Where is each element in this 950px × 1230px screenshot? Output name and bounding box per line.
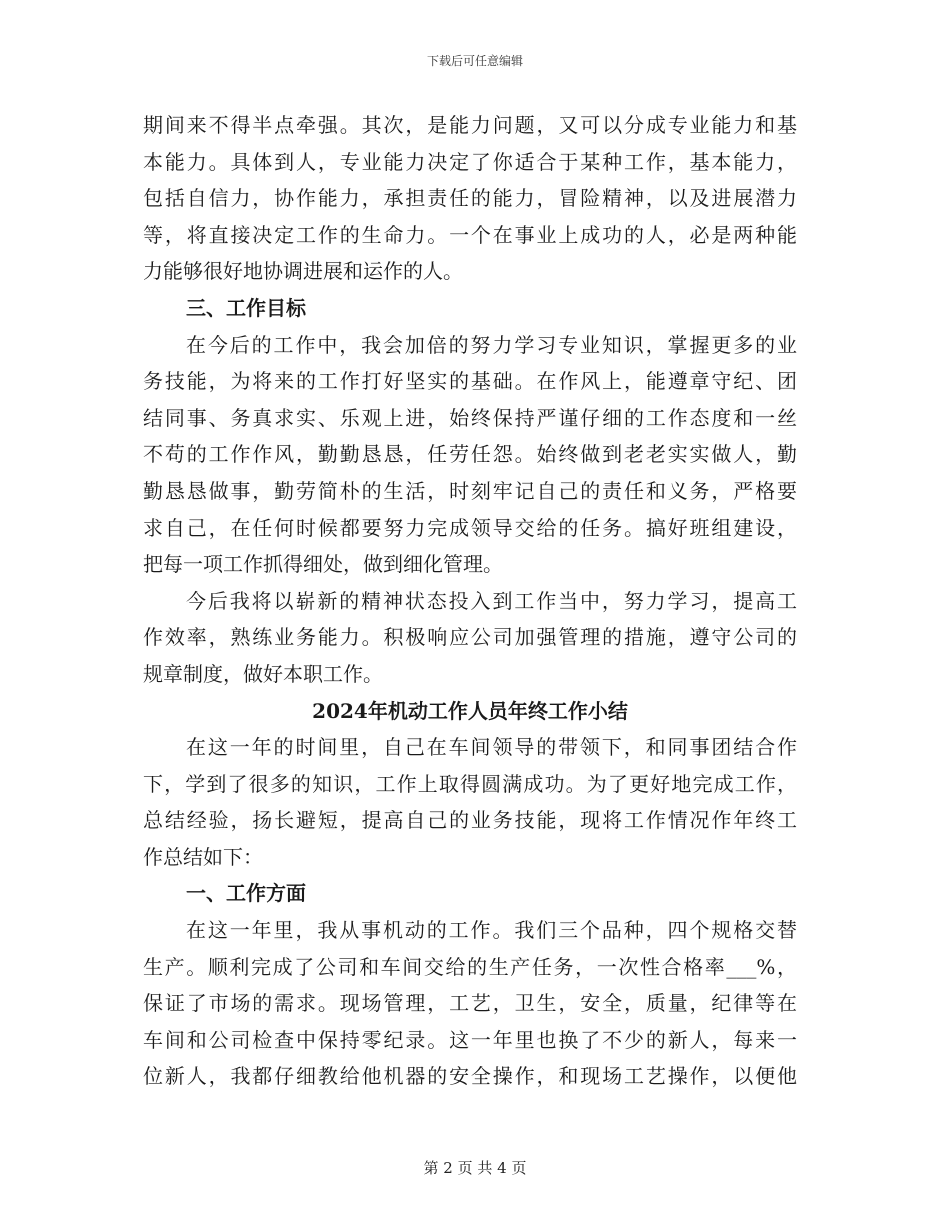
paragraph-line: 下，学到了很多的知识，工作上取得圆满成功。为了更好地完成工作， (143, 771, 797, 796)
paragraph-line: 保证了市场的需求。现场管理，工艺，卫生，安全，质量，纪律等在 (143, 991, 797, 1016)
paragraph-line: 等，将直接决定工作的生命力。一个在事业上成功的人，必是两种能 (143, 222, 797, 247)
section-heading-goals: 三、工作目标 (186, 295, 306, 320)
paragraph-line: 在这一年的时间里，自己在车间领导的带领下，和同事团结合作 (186, 735, 797, 760)
paragraph-line: 包括自信力，协作能力，承担责任的能力，冒险精神，以及进展潜力 (143, 186, 797, 211)
paragraph-line: 总结经验，扬长避短，提高自己的业务技能，现将工作情况作年终工 (143, 808, 797, 833)
paragraph-line: 作总结如下： (143, 844, 263, 869)
document-title: 2024年机动工作人员年终工作小结 (312, 698, 628, 723)
paragraph-line: 在这一年里，我从事机动的工作。我们三个品种，四个规格交替 (186, 918, 797, 943)
paragraph-line: 在今后的工作中，我会加倍的努力学习专业知识，掌握更多的业 (186, 332, 797, 357)
paragraph-line: 今后我将以崭新的精神状态投入到工作当中，努力学习，提高工 (186, 588, 797, 613)
paragraph-line: 结同事、务真求实、乐观上进，始终保持严谨仔细的工作态度和一丝 (143, 405, 797, 430)
paragraph-line: 期间来不得半点牵强。其次，是能力问题，又可以分成专业能力和基 (143, 113, 797, 137)
paragraph-line: 求自己，在任何时候都要努力完成领导交给的任务。搞好班组建设， (143, 515, 797, 540)
page-header: 下载后可任意编辑 (426, 54, 523, 68)
paragraph-line: 把每一项工作抓得细处，做到细化管理。 (143, 552, 503, 577)
paragraph-line: 不苟的工作作风，勤勤恳恳，任劳任怨。始终做到老老实实做人，勤 (143, 442, 797, 467)
paragraph-line: 作效率，熟练业务能力。积极响应公司加强管理的措施，遵守公司的 (143, 625, 797, 650)
paragraph-line: 力能够很好地协调进展和运作的人。 (143, 259, 463, 284)
paragraph-line: 务技能，为将来的工作打好坚实的基础。在作风上，能遵章守纪、团 (143, 369, 797, 394)
document-body (143, 107, 797, 1095)
paragraph-line: 本能力。具体到人，专业能力决定了你适合于某种工作，基本能力， (143, 149, 797, 174)
page-footer: 第 2 页 共 4 页 (423, 1159, 527, 1177)
paragraph-line: 勤恳恳做事，勤劳简朴的生活，时刻牢记自己的责任和义务，严格要 (143, 478, 797, 503)
section-heading-work: 一、工作方面 (186, 881, 306, 906)
paragraph-line: 车间和公司检查中保持零纪录。这一年里也换了不少的新人，每来一 (143, 1027, 797, 1052)
paragraph-line: 位新人，我都仔细教给他机器的安全操作，和现场工艺操作，以便他 (143, 1064, 797, 1089)
paragraph-line: 生产。顺利完成了公司和车间交给的生产任务，一次性合格率___%， (143, 954, 797, 979)
paragraph-line: 规章制度，做好本职工作。 (143, 661, 383, 686)
